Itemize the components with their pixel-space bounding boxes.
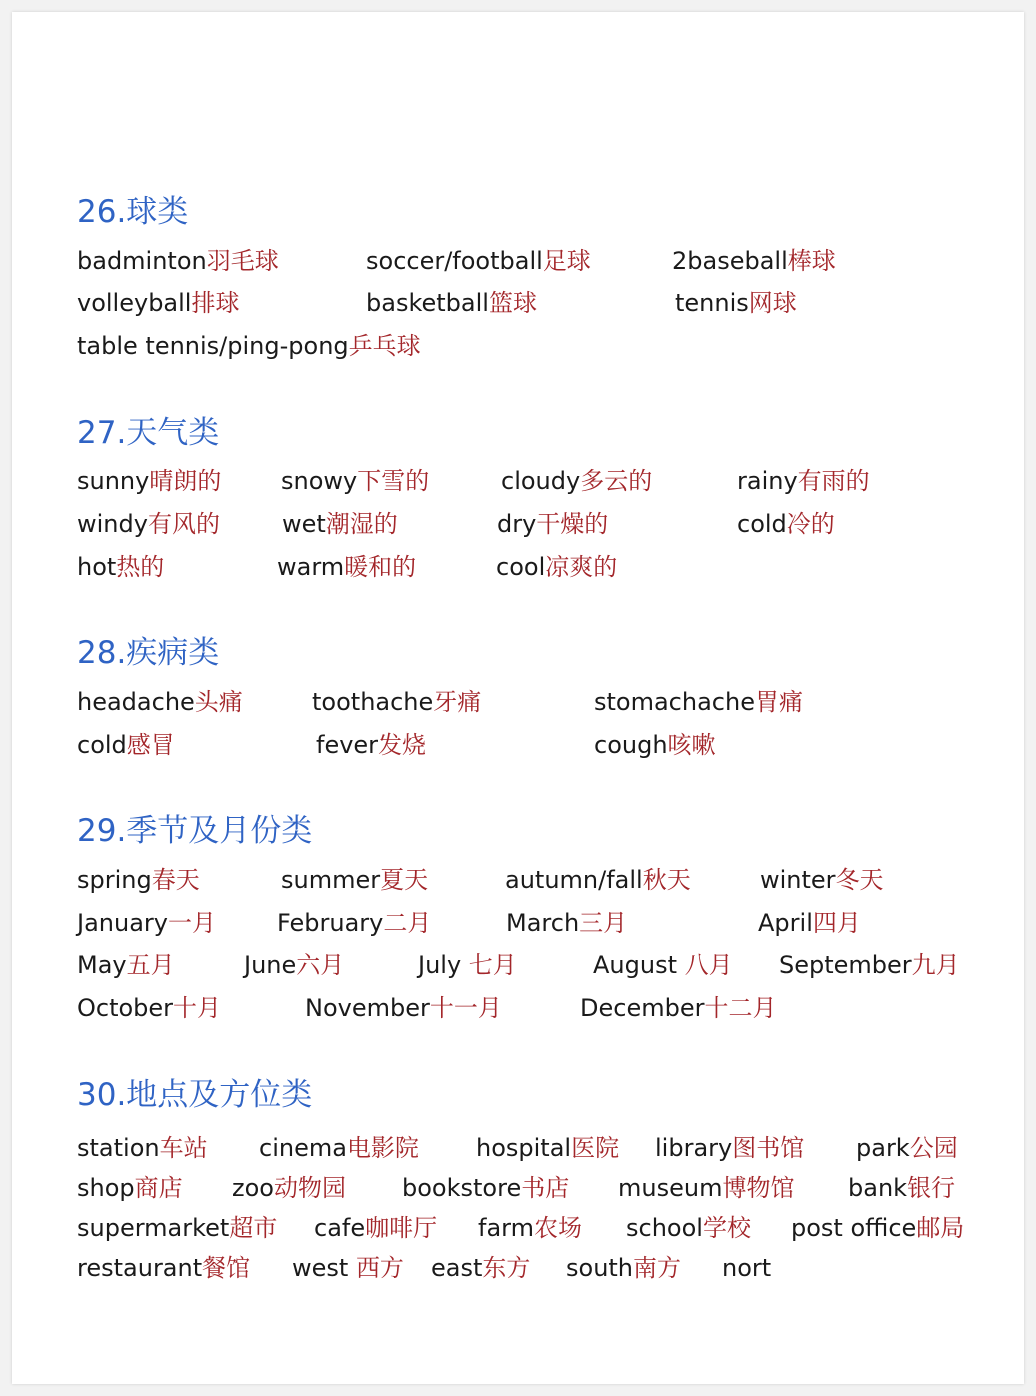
vocab-entry: dry干燥的 — [497, 510, 609, 538]
vocab-entry: stomachache胃痛 — [594, 688, 803, 716]
vocab-entry: west 西方 — [292, 1254, 404, 1282]
vocab-entry: cafe咖啡厅 — [314, 1214, 438, 1242]
section-heading: 28.疾病类 — [77, 635, 220, 671]
vocab-entry: cool凉爽的 — [496, 553, 618, 581]
vocab-entry: cloudy多云的 — [501, 467, 653, 495]
vocab-entry: farm农场 — [478, 1214, 582, 1242]
vocab-entry: autumn/fall秋天 — [505, 866, 691, 894]
vocab-entry: volleyball排球 — [77, 289, 240, 317]
vocab-entry: wet潮湿的 — [282, 510, 398, 538]
vocab-entry: December十二月 — [580, 994, 777, 1022]
vocab-entry: sunny晴朗的 — [77, 467, 222, 495]
section-heading: 26.球类 — [77, 194, 189, 230]
vocab-entry: February二月 — [277, 909, 432, 937]
vocab-entry: tennis网球 — [675, 289, 797, 317]
vocab-entry: zoo动物园 — [232, 1174, 346, 1202]
vocab-entry: basketball篮球 — [366, 289, 537, 317]
vocab-entry: hospital医院 — [476, 1134, 620, 1162]
vocab-entry: windy有风的 — [77, 510, 220, 538]
vocab-entry: June六月 — [244, 951, 345, 979]
vocab-entry: cold冷的 — [737, 510, 835, 538]
vocab-entry: rainy有雨的 — [737, 467, 870, 495]
section-heading: 29.季节及月份类 — [77, 813, 313, 849]
vocab-entry: summer夏天 — [281, 866, 429, 894]
vocab-entry: badminton羽毛球 — [77, 247, 279, 275]
vocab-entry: March三月 — [506, 909, 628, 937]
section-heading: 27.天气类 — [77, 415, 220, 451]
vocab-entry: July 七月 — [418, 951, 517, 979]
section-heading: 30.地点及方位类 — [77, 1077, 313, 1113]
vocab-entry: October十月 — [77, 994, 222, 1022]
vocab-entry: east东方 — [431, 1254, 531, 1282]
vocab-entry: table tennis/ping-pong乒乓球 — [77, 332, 421, 360]
vocab-entry: south南方 — [566, 1254, 682, 1282]
vocab-entry: cinema电影院 — [259, 1134, 419, 1162]
vocab-entry: shop商店 — [77, 1174, 183, 1202]
vocab-entry: headache头痛 — [77, 688, 243, 716]
vocab-entry: fever发烧 — [316, 731, 427, 759]
vocab-entry: cold感冒 — [77, 731, 175, 759]
vocab-entry: September九月 — [779, 951, 960, 979]
vocab-entry: soccer/football足球 — [366, 247, 591, 275]
vocab-entry: park公园 — [856, 1134, 958, 1162]
vocab-entry: April四月 — [758, 909, 861, 937]
vocab-entry: library图书馆 — [655, 1134, 805, 1162]
vocab-entry: spring春天 — [77, 866, 200, 894]
vocab-entry: warm暖和的 — [277, 553, 417, 581]
vocab-entry: station车站 — [77, 1134, 208, 1162]
vocab-entry: January一月 — [77, 909, 216, 937]
vocab-entry: restaurant餐馆 — [77, 1254, 251, 1282]
vocab-entry: bank银行 — [848, 1174, 956, 1202]
vocab-entry: school学校 — [626, 1214, 751, 1242]
vocab-entry: bookstore书店 — [402, 1174, 570, 1202]
vocab-entry: August 八月 — [593, 951, 733, 979]
vocab-entry: post office邮局 — [791, 1214, 965, 1242]
vocab-entry: winter冬天 — [760, 866, 884, 894]
vocab-entry: toothache牙痛 — [312, 688, 482, 716]
vocab-entry: May五月 — [77, 951, 175, 979]
vocab-entry: nort — [722, 1254, 772, 1282]
vocab-entry: November十一月 — [305, 994, 502, 1022]
vocab-entry: snowy下雪的 — [281, 467, 430, 495]
vocab-entry: hot热的 — [77, 553, 165, 581]
vocab-entry: cough咳嗽 — [594, 731, 716, 759]
vocab-entry: 2baseball棒球 — [672, 247, 836, 275]
vocab-entry: museum博物馆 — [618, 1174, 795, 1202]
vocab-entry: supermarket超市 — [77, 1214, 278, 1242]
